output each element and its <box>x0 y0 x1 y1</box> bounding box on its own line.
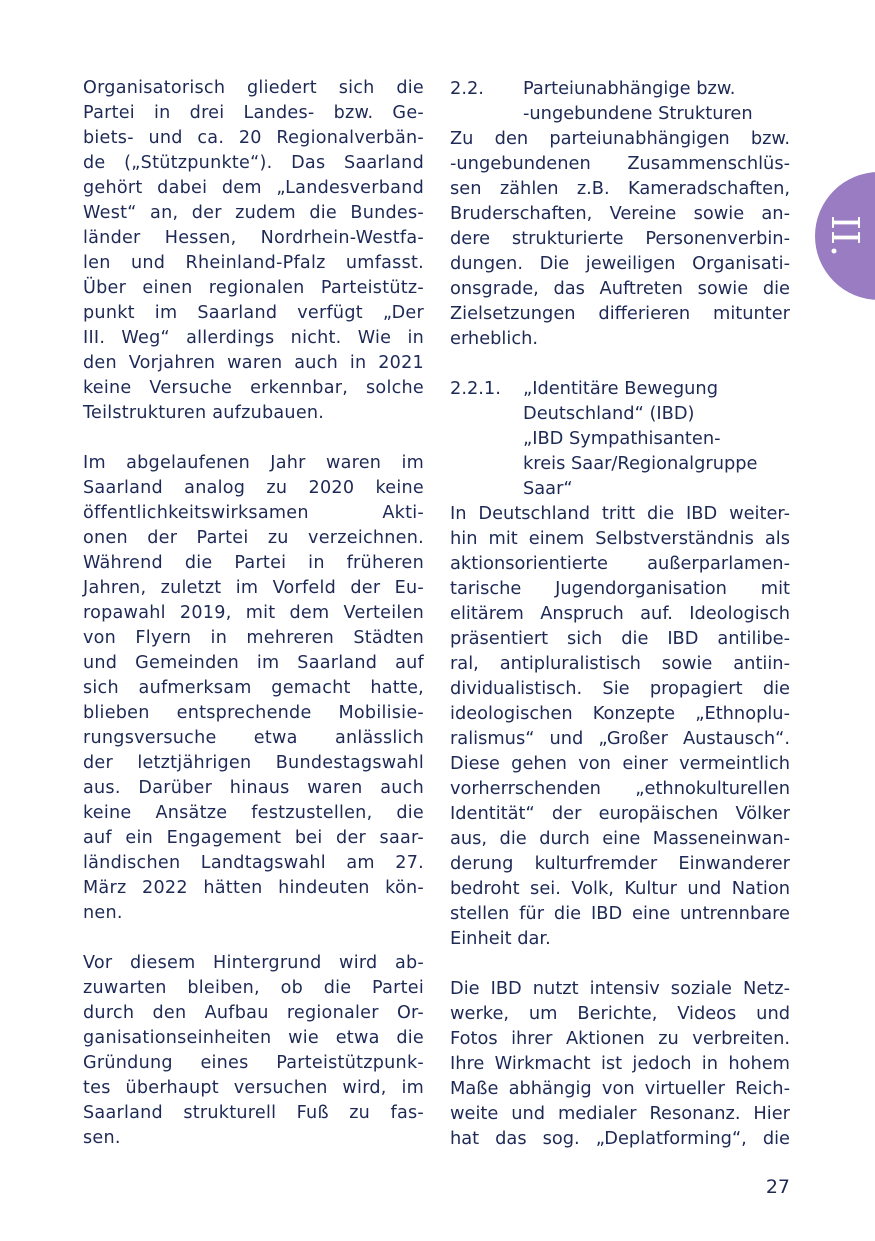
text-line: Während die Partei in früheren <box>83 553 424 573</box>
text-line: März 2022 hätten hindeuten kön- <box>83 878 424 898</box>
text-line: aus, die durch eine Masseneinwan- <box>450 828 790 849</box>
text-line: ropawahl 2019, mit dem Verteilen <box>83 603 424 623</box>
text-line: sen. <box>83 1128 121 1148</box>
text-line: biets- und ca. 20 Regionalverbän- <box>83 128 424 148</box>
text-line: rungsversuche etwa anlässlich <box>83 728 424 748</box>
section-number: 2.2.1. <box>450 378 501 399</box>
section-number: 2.2. <box>450 78 484 99</box>
text-line: Einheit dar. <box>450 928 551 949</box>
chapter-tab-label-wrap <box>815 172 875 300</box>
text-line: -ungebundenen Zusammenschlüs- <box>450 153 790 174</box>
text-line: Über einen regionalen Parteistütz- <box>83 278 424 298</box>
heading-line: -ungebundene Strukturen <box>523 103 753 124</box>
text-line: hin mit einem Selbstverständnis als <box>450 528 790 549</box>
text-line: Fotos ihrer Aktionen zu verbreiten. <box>450 1028 790 1049</box>
text-line: werke, um Berichte, Videos und <box>450 1003 790 1024</box>
paragraph-organisation <box>83 76 424 426</box>
text-line: Saarland analog zu 2020 keine <box>83 478 424 498</box>
text-line: tarische Jugendorganisation mit <box>450 578 790 599</box>
text-line: Im abgelaufenen Jahr waren im <box>83 453 424 473</box>
text-line: öffentlichkeitswirksamen Akti- <box>83 503 424 523</box>
text-line: von Flyern in mehreren Städten <box>83 628 424 648</box>
paragraph-activities-2021 <box>83 451 424 926</box>
text-line: dungen. Die jeweiligen Organisati- <box>450 253 790 274</box>
text-line: dividualistisch. Sie propagiert die <box>450 678 790 699</box>
text-line: Die IBD nutzt intensiv soziale Netz- <box>450 978 790 999</box>
text-line: nen. <box>83 903 123 923</box>
text-line: derung kulturfremder Einwanderer <box>450 853 790 874</box>
text-line: onen der Partei zu verzeichnen. <box>83 528 424 548</box>
text-line: dere strukturierte Personenverbin- <box>450 228 790 249</box>
text-line: punkt im Saarland verfügt „Der <box>83 303 424 323</box>
text-line: Identität“ der europäischen Völker <box>450 803 790 824</box>
text-line: gehört dabei dem „Landesverband <box>83 178 424 198</box>
text-line: onsgrade, das Auftreten sowie die <box>450 278 790 299</box>
text-line: Teilstrukturen aufzubauen. <box>83 403 325 423</box>
paragraph-outlook <box>83 951 424 1151</box>
chapter-tab-label: II. <box>822 214 867 258</box>
text-line: In Deutschland tritt die IBD weiter- <box>450 503 790 524</box>
text-line: präsentiert sich die IBD antilibe- <box>450 628 790 649</box>
text-line: und Gemeinden im Saarland auf <box>83 653 424 673</box>
text-line: aus. Darüber hinaus waren auch <box>83 778 424 798</box>
text-line: den Vorjahren waren auch in 2021 <box>83 353 424 373</box>
text-line: durch den Aufbau regionaler Or- <box>83 1003 424 1023</box>
text-line: len und Rheinland-Pfalz umfasst. <box>83 253 424 273</box>
heading-line: Deutschland“ (IBD) <box>523 403 695 424</box>
text-line: hat das sog. „Deplatforming“, die <box>450 1128 790 1149</box>
text-line: sich aufmerksam gemacht hatte, <box>83 678 424 698</box>
paragraph-ibd-ideology <box>450 501 790 951</box>
text-line: Partei in drei Landes- bzw. Ge- <box>83 103 424 123</box>
text-line: tes überhaupt versuchen wird, im <box>83 1078 424 1098</box>
section-title <box>523 76 790 126</box>
text-line: stellen für die IBD eine untrennbare <box>450 903 790 924</box>
text-line: ideologischen Konzepte „Ethnoplu- <box>450 703 790 724</box>
text-line: ral, antipluralistisch sowie antiin- <box>450 653 790 674</box>
text-line: weite und medialer Resonanz. Hier <box>450 1103 790 1124</box>
page-number: 27 <box>765 1176 790 1198</box>
text-line: der letztjährigen Bundestagswahl <box>83 753 424 773</box>
text-line: Gründung eines Parteistützpunk- <box>83 1053 424 1073</box>
text-line: Ihre Wirkmacht ist jedoch in hohem <box>450 1053 790 1074</box>
text-line: Bruderschaften, Vereine sowie an- <box>450 203 790 224</box>
text-line: aktionsorientierte außerparlamen- <box>450 553 790 574</box>
text-line: zuwarten bleiben, ob die Partei <box>83 978 424 998</box>
heading-line: „IBD Sympathisanten- <box>523 428 721 449</box>
text-line: Saarland strukturell Fuß zu fas- <box>83 1103 424 1123</box>
text-line: ralismus“ und „Großer Austausch“. <box>450 728 790 749</box>
text-line: West“ an, der zudem die Bundes- <box>83 203 424 223</box>
text-line: vorherrschenden „ethnokulturellen <box>450 778 790 799</box>
text-line: blieben entsprechende Mobilisie- <box>83 703 424 723</box>
text-line: länder Hessen, Nordrhein-Westfa- <box>83 228 424 248</box>
heading-line: „Identitäre Bewegung <box>523 378 718 399</box>
text-line: auf ein Engagement bei der saar- <box>83 828 424 848</box>
left-column <box>83 76 424 1176</box>
text-line: keine Ansätze festzustellen, die <box>83 803 424 823</box>
heading-line: kreis Saar/Regionalgruppe <box>523 453 758 474</box>
text-line: III. Weg“ allerdings nicht. Wie in <box>83 328 424 348</box>
text-line: Zielsetzungen differieren mitunter <box>450 303 790 324</box>
section-heading-2-2 <box>450 76 790 126</box>
text-line: Jahren, zuletzt im Vorfeld der Eu- <box>83 578 424 598</box>
text-line: erheblich. <box>450 328 539 349</box>
text-line: Maße abhängig von virtueller Reich- <box>450 1078 790 1099</box>
heading-line: Parteiunabhängige bzw. <box>523 78 736 99</box>
text-line: Vor diesem Hintergrund wird ab- <box>83 953 424 973</box>
text-line: Organisatorisch gliedert sich die <box>83 78 424 98</box>
text-line: ganisationseinheiten wie etwa die <box>83 1028 424 1048</box>
heading-line: Saar“ <box>523 478 573 499</box>
text-line: de („Stützpunkte“). Das Saarland <box>83 153 424 173</box>
text-line: bedroht sei. Volk, Kultur und Nation <box>450 878 790 899</box>
paragraph-ibd-social-media <box>450 976 790 1151</box>
text-line: Zu den parteiunabhängigen bzw. <box>450 128 790 149</box>
text-line: keine Versuche erkennbar, solche <box>83 378 424 398</box>
section-title <box>523 376 790 501</box>
text-line: ländischen Landtagswahl am 27. <box>83 853 424 873</box>
text-line: elitärem Anspruch auf. Ideologisch <box>450 603 790 624</box>
text-line: sen zählen z.B. Kameradschaften, <box>450 178 790 199</box>
paragraph-independent-structures <box>450 126 790 351</box>
chapter-tab <box>815 172 875 300</box>
section-heading-2-2-1 <box>450 376 790 501</box>
text-line: Diese gehen von einer vermeintlich <box>450 753 790 774</box>
right-column <box>450 76 790 1176</box>
